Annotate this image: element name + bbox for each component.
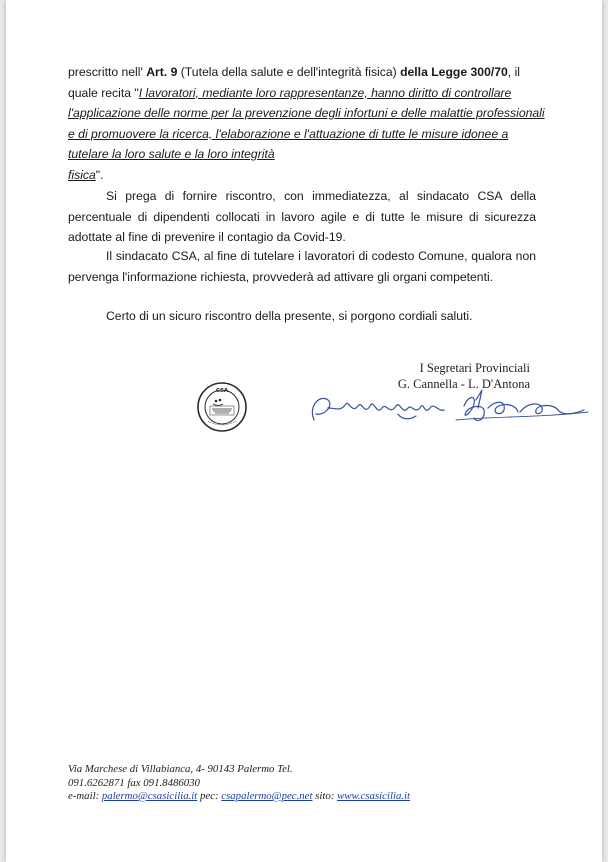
- text-line: [68, 144, 536, 165]
- email-label: e-mail:: [68, 790, 102, 802]
- text-line: [68, 103, 545, 124]
- text-run: prescritto nell': [68, 65, 147, 79]
- quoted-law-text: e di promuovere la ricerca, l'elaborazione e l'attuazione di tutte le misure idonee a: [68, 126, 509, 141]
- footer-address: Via Marchese di Villabianca, 4- 90143 Palermo Tel.: [68, 763, 293, 775]
- text-run: quale recita ": [68, 85, 139, 100]
- text-line: [68, 62, 536, 83]
- email-link[interactable]: palermo@csasicilia.it: [101, 790, 198, 802]
- article-reference: Art. 9: [146, 65, 178, 79]
- quoted-law-text: l'applicazione delle norme per la prevenzione degli infortuni e delle malattie professionali: [68, 106, 545, 120]
- paragraph-article-9: [68, 62, 545, 185]
- text-line: [68, 124, 536, 145]
- quoted-law-text: I lavoratori, mediante loro rappresentanze, hanno diritto di controllare: [138, 85, 512, 100]
- footer-contacts: [68, 790, 488, 804]
- letterhead-footer: [68, 763, 488, 804]
- footer-phone-fax: 091.6262871 fax 091.8486030: [68, 776, 200, 789]
- text-line: [68, 165, 536, 186]
- signatory-title: I Segretari Provinciali: [419, 361, 530, 375]
- paragraph-closing: Certo di un sicuro riscontro della presente, si porgono cordiali saluti.: [106, 309, 473, 323]
- document-page: [6, 0, 602, 862]
- signatory-names: G. Cannella - L. D'Antona: [397, 377, 530, 391]
- pec-label: pec:: [197, 790, 222, 802]
- text-run: ".: [95, 167, 104, 182]
- handwritten-signatures: [306, 386, 591, 430]
- paragraph-request: Si prega di fornire riscontro, con immediatezza, al sindacato CSA della percentuale di dipendenti collocati in lavoro agile e di tutte le misure di sicurezza adottate al fine di prevenire il contagio da Covid-19.: [68, 189, 536, 244]
- quoted-law-text: tutelare la loro salute e la loro integrità: [68, 147, 275, 161]
- website-link[interactable]: www.csasicilia.it: [337, 790, 411, 802]
- paragraph-warning: Il sindacato CSA, al fine di tutelare i lavoratori di codesto Comune, qualora non pervenga l'informazione richiesta, provvederà ad attivare gli organi competenti.: [68, 249, 536, 284]
- law-reference: della Legge 300/70: [400, 65, 508, 79]
- pec-link[interactable]: csapalermo@pec.net: [221, 790, 313, 802]
- quoted-law-text: fisica: [68, 167, 96, 182]
- union-stamp-icon: [196, 381, 248, 433]
- text-run: (Tutela della salute e dell'integrità fisica): [177, 65, 401, 79]
- stamp-top-text: CSA: [215, 388, 229, 394]
- site-label: sito:: [312, 790, 338, 802]
- text-line: [68, 83, 536, 104]
- text-run: , il: [507, 65, 520, 79]
